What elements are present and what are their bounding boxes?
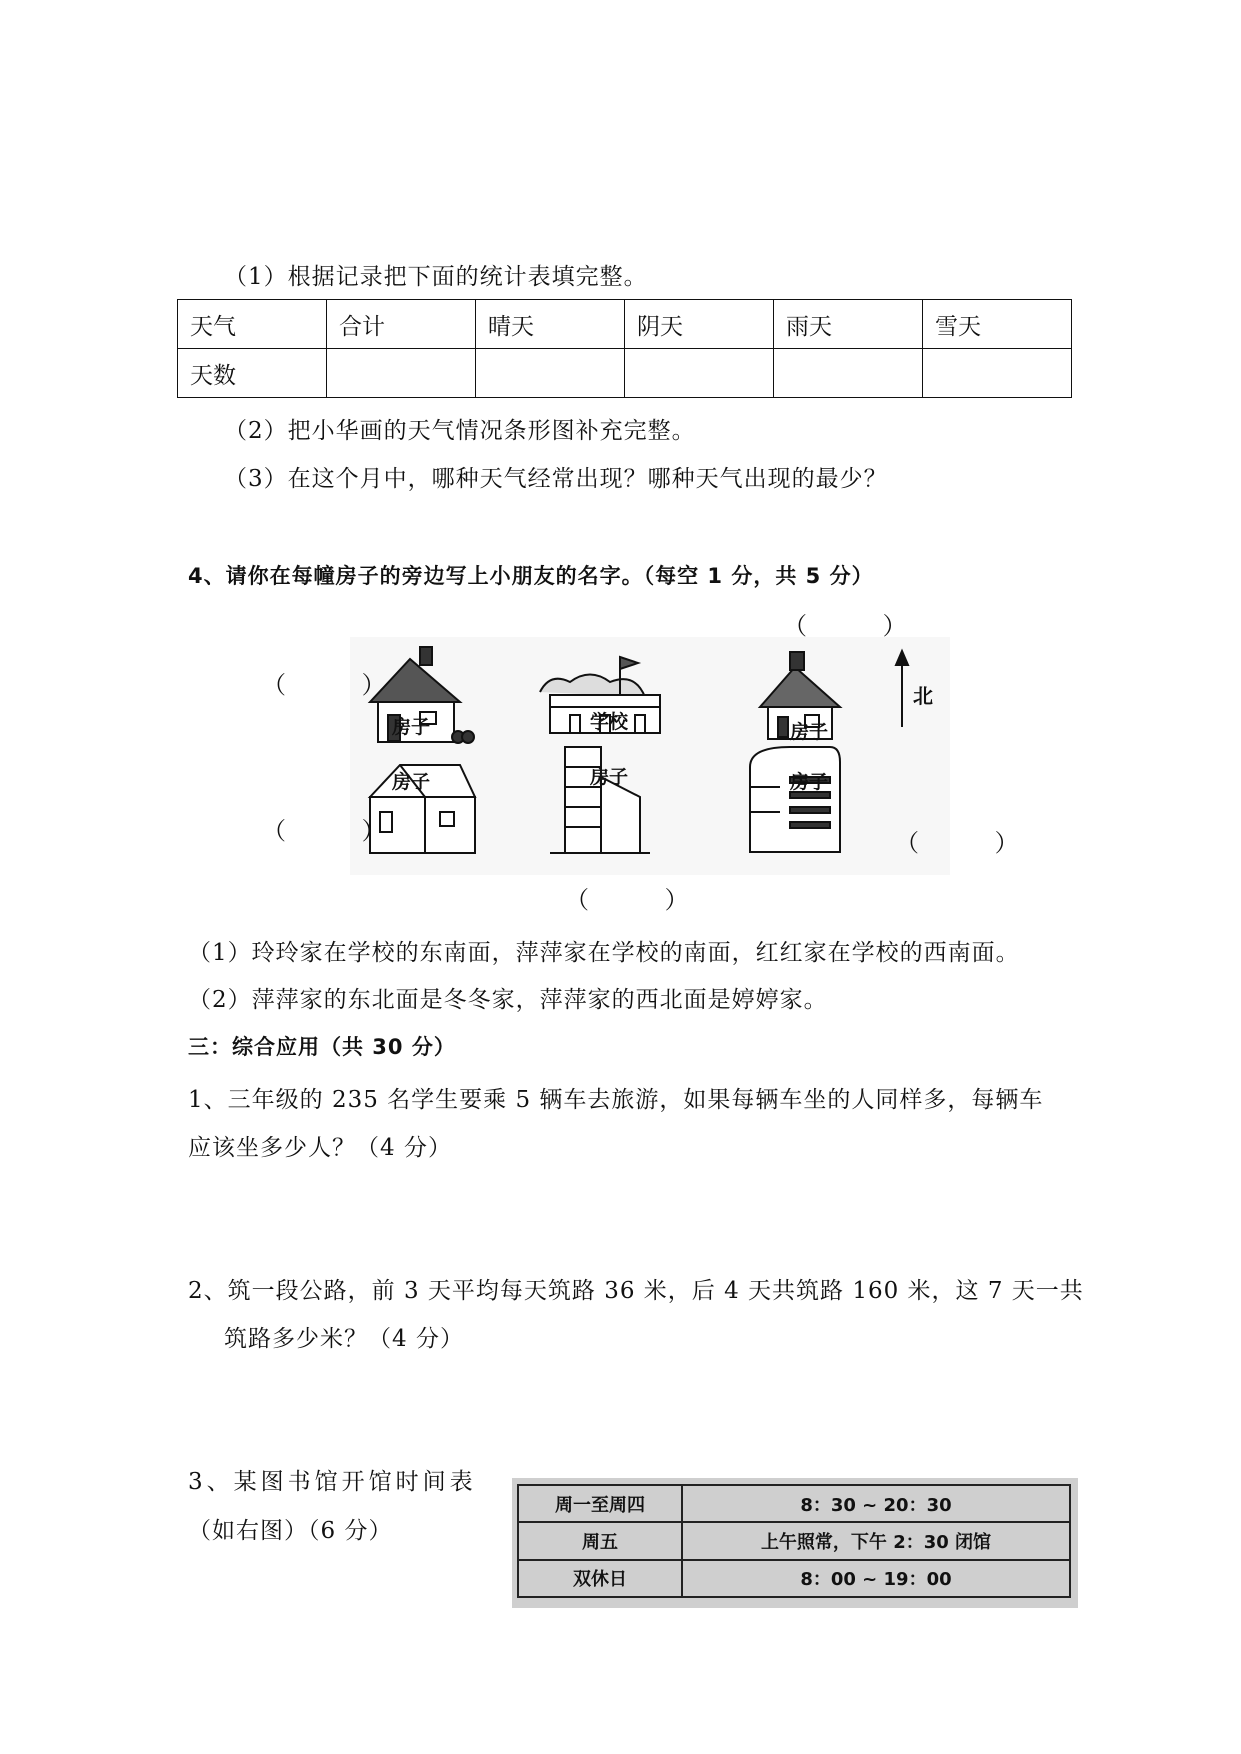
table-row — [518, 1485, 1070, 1522]
answer-blank-nw[interactable]: （ ） — [262, 671, 420, 699]
label-school: 学校 — [590, 711, 629, 733]
q4-clue2: （2）萍萍家的东北面是冬冬家，萍萍家的西北面是婷婷家。 — [188, 987, 828, 1013]
problem1-line1: 1、三年级的 235 名学生要乘 5 辆车去旅游，如果每辆车坐的人同样多，每辆车 — [188, 1087, 1044, 1113]
table-row — [518, 1560, 1070, 1597]
problem3-line1: 3、某图书馆开馆时间表 — [188, 1469, 477, 1495]
table-row-label: 天数 — [178, 349, 327, 398]
north-label: 北 — [913, 684, 933, 708]
library-hours: 8：30 ~ 20：30 — [682, 1485, 1070, 1522]
house-map — [350, 637, 950, 875]
blank-cell[interactable] — [625, 349, 774, 398]
label-house-ne: 房子 — [790, 721, 829, 743]
north-arrow-icon — [896, 651, 908, 727]
blank-cell[interactable] — [774, 349, 923, 398]
answer-blank-ne[interactable]: （ ） — [783, 612, 941, 640]
table-header-cell: 晴天 — [476, 300, 625, 349]
label-house-s: 房子 — [590, 766, 629, 788]
q3-sub3: （3）在这个月中，哪种天气经常出现？哪种天气出现的最少？ — [224, 466, 888, 492]
label-house-sw: 房子 — [392, 771, 431, 793]
table-header-cell: 雨天 — [774, 300, 923, 349]
section3-title: 三：综合应用（共 30 分） — [188, 1035, 456, 1059]
library-hours: 上午照常，下午 2：30 闭馆 — [682, 1522, 1070, 1559]
house-map-drawing — [350, 637, 950, 875]
table-row — [178, 349, 1072, 398]
q4-clue1: （1）玲玲家在学校的东南面，萍萍家在学校的南面，红红家在学校的西南面。 — [188, 940, 1020, 966]
library-day: 周一至周四 — [518, 1485, 682, 1522]
table-row — [518, 1522, 1070, 1559]
weather-stat-table — [177, 299, 1072, 398]
table-header-cell: 天气 — [178, 300, 327, 349]
problem1-line2: 应该坐多少人？（4 分） — [188, 1135, 452, 1161]
library-day: 双休日 — [518, 1560, 682, 1597]
q4-title: 4、请你在每幢房子的旁边写上小朋友的名字。（每空 1 分，共 5 分） — [188, 564, 874, 588]
library-day: 周五 — [518, 1522, 682, 1559]
label-house-nw: 房子 — [392, 716, 431, 738]
blank-cell[interactable] — [327, 349, 476, 398]
library-hours-table — [512, 1478, 1078, 1608]
blank-cell[interactable] — [476, 349, 625, 398]
q3-sub1: （1）根据记录把下面的统计表填完整。 — [224, 264, 648, 290]
table-header-cell: 雪天 — [923, 300, 1072, 349]
problem2-line1: 2、筑一段公路，前 3 天平均每天筑路 36 米，后 4 天共筑路 160 米，这 7 天一共 — [188, 1278, 1084, 1304]
table-header-cell: 合计 — [327, 300, 476, 349]
table-row — [178, 300, 1072, 349]
blank-cell[interactable] — [923, 349, 1072, 398]
library-hours: 8：00 ~ 19：00 — [682, 1560, 1070, 1597]
answer-blank-se[interactable]: （ ） — [895, 829, 1053, 857]
answer-blank-sw[interactable]: （ ） — [262, 817, 420, 845]
q3-sub2: （2）把小华画的天气情况条形图补充完整。 — [224, 418, 696, 444]
problem3-line2: （如右图）（6 分） — [188, 1518, 393, 1544]
answer-blank-s[interactable]: （ ） — [565, 886, 723, 914]
label-house-se: 房子 — [790, 771, 829, 793]
table-header-cell: 阴天 — [625, 300, 774, 349]
building-se-icon — [750, 747, 840, 852]
problem2-line2: 筑路多少米？（4 分） — [224, 1326, 464, 1352]
